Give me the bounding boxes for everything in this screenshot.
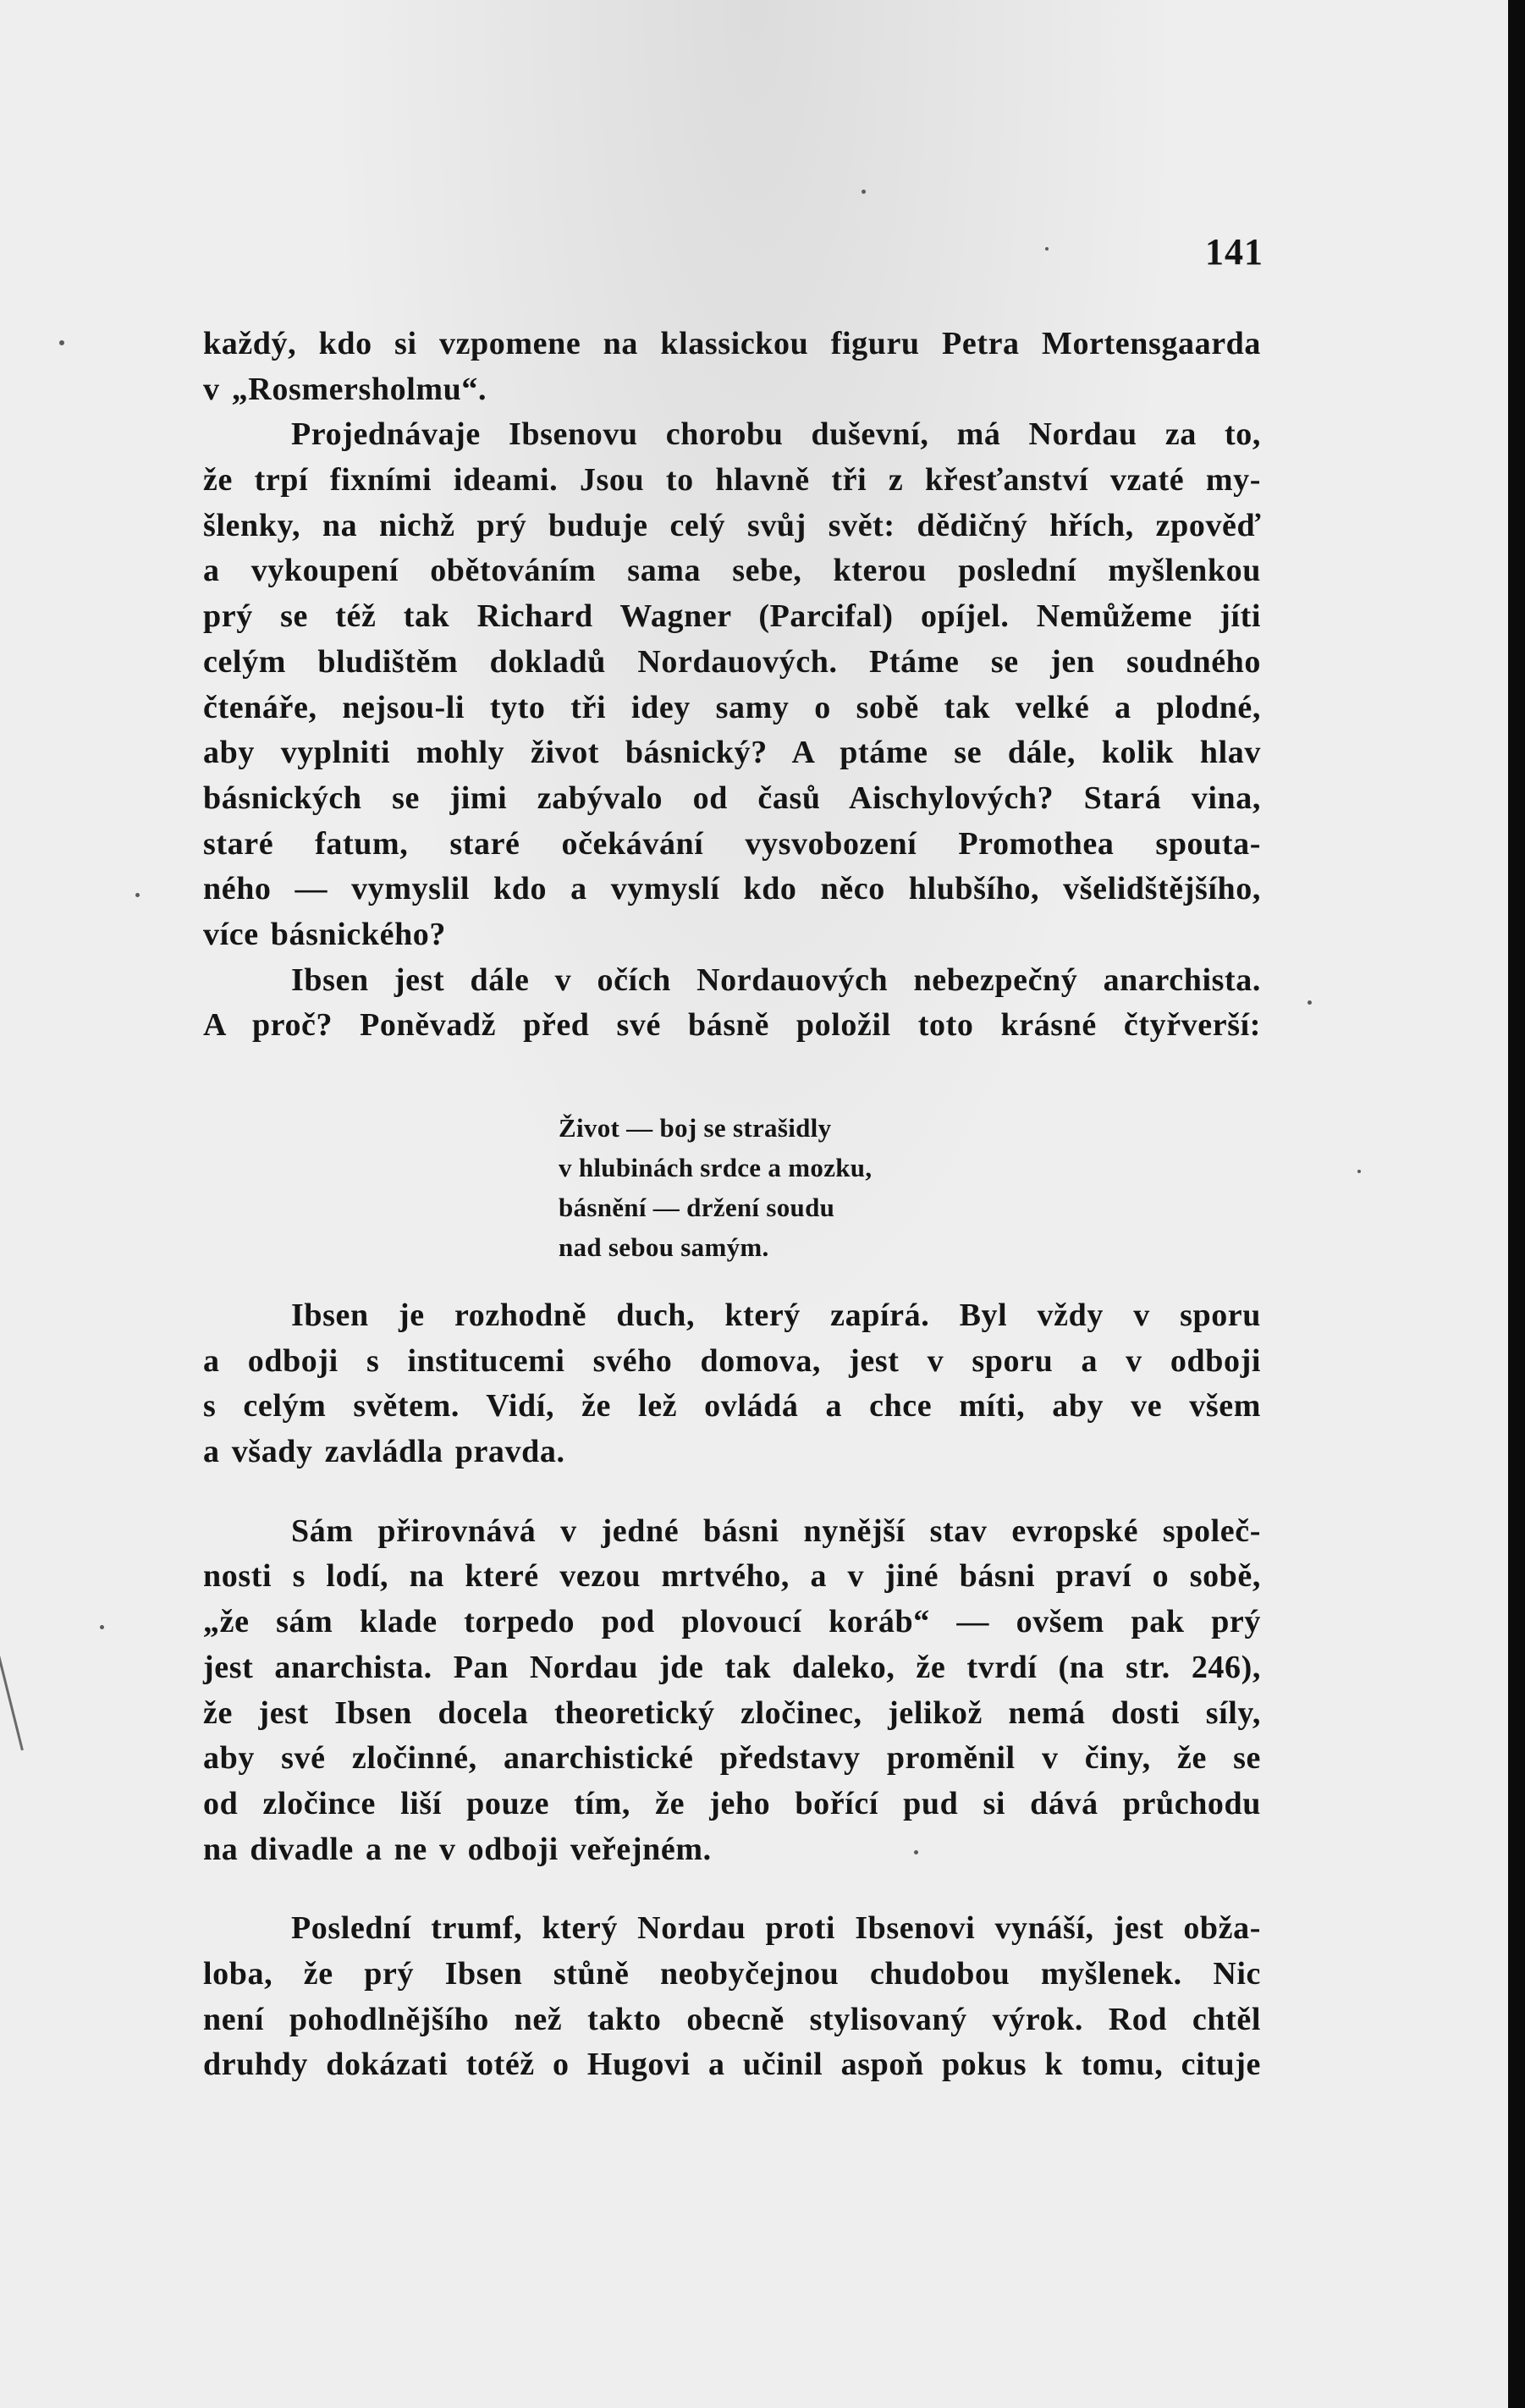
text-line: od zločince liší pouze tím, že jeho bořící pud si dává průchodu (203, 1785, 1261, 1821)
text-line: a odboji s institucemi svého domova, jest v sporu a v odboji (203, 1342, 1261, 1379)
scan-speck (1308, 1000, 1312, 1005)
verse-quote (559, 1108, 872, 1267)
paragraph-1 (203, 322, 1261, 412)
text-line: aby vyplniti mohly život básnický? A ptáme se dále, kolik hlav (203, 735, 1261, 771)
verse-line: v hlubinách srdce a mozku, (559, 1153, 873, 1182)
scan-speck (914, 1850, 918, 1854)
text-line: a vykoupení obětováním sama sebe, kterou poslední myšlenkou (203, 553, 1261, 589)
text-line: básnických se jimi zabývalo od časů Aischylových? Stará vina, (203, 780, 1261, 816)
text-line: každý, kdo si vzpomene na klassickou figuru Petra Mortensgaarda (203, 326, 1261, 361)
scan-speck (135, 893, 140, 897)
text-line: celým bludištěm dokladů Nordauových. Ptáme se jen soudného (203, 643, 1261, 680)
text-line: druhdy dokázati totéž o Hugovi a učinil aspoň pokus k tomu, cituje (203, 2047, 1261, 2083)
text-line: že trpí fixními ideami. Jsou to hlavně tři z křesťanství vzaté my- (203, 462, 1261, 499)
text-line: Ibsen jest dále v očích Nordauových nebezpečný anarchista. (291, 962, 1261, 998)
verse-line: nad sebou samým. (559, 1232, 769, 1262)
scan-speck (1357, 1170, 1361, 1173)
text-line: jest anarchista. Pan Nordau jde tak daleko, že tvrdí (na str. 246), (203, 1649, 1261, 1685)
text-line: s celým světem. Vidí, že lež ovládá a chce míti, aby ve všem (203, 1388, 1261, 1424)
paragraph-3 (203, 958, 1261, 1049)
text-line: více básnického? (203, 916, 447, 952)
text-line: na divadle a ne v odboji veřejném. (203, 1831, 712, 1867)
text-line: není pohodlnějšího než takto obecně stylisovaný výrok. Rod chtěl (203, 2001, 1261, 2037)
text-line: Poslední trumf, který Nordau proti Ibsenovi vynáší, jest obža- (291, 1910, 1261, 1947)
scan-speck (862, 190, 866, 194)
text-line: a všady zavládla pravda. (203, 1434, 565, 1470)
verse-line: Život — boj se strašidly (559, 1113, 832, 1143)
paragraph-4 (203, 1293, 1261, 1475)
scan-scratch (0, 1635, 24, 1751)
scan-speck (1045, 247, 1049, 251)
text-line: nosti s lodí, na které vezou mrtvého, a v jiné básni praví o sobě, (203, 1558, 1261, 1595)
text-line: šlenky, na nichž prý buduje celý svůj svět: dědičný hřích, zpověď (203, 507, 1261, 543)
paragraph-gap (203, 1475, 1261, 1509)
text-line: A proč? Poněvadž před své básně položil toto krásné čtyřverší: (203, 1007, 1261, 1044)
text-line: prý se též tak Richard Wagner (Parcifal) opíjel. Nemůžeme jíti (203, 598, 1261, 635)
verse-line: básnění — držení soudu (559, 1193, 835, 1222)
text-line: že jest Ibsen docela theoretický zločinec, jelikož nemá dosti síly, (203, 1694, 1261, 1731)
text-block-top (203, 322, 1261, 1049)
text-line: Sám přirovnává v jedné básni nynější stav evropské společ- (291, 1513, 1261, 1549)
text-line: ného — vymyslil kdo a vymyslí kdo něco hlubšího, všelidštějšího, (203, 871, 1261, 907)
paragraph-2 (203, 412, 1261, 957)
text-line: čtenáře, nejsou-li tyto tři idey samy o sobě tak velké a plodné, (203, 689, 1261, 725)
page-number: 141 (1205, 231, 1263, 273)
paragraph-5 (203, 1509, 1261, 1873)
text-line: loba, že prý Ibsen stůně neobyčejnou chudobou myšlenek. Nic (203, 1955, 1261, 1992)
paragraph-6 (203, 1906, 1261, 2088)
text-line: aby své zločinné, anarchistické představy proměnil v činy, že se (203, 1740, 1261, 1777)
text-line: Ibsen je rozhodně duch, který zapírá. Byl vždy v sporu (291, 1298, 1261, 1333)
text-line: staré fatum, staré očekávání vysvobození Promothea spouta- (203, 825, 1261, 862)
scan-speck (100, 1625, 104, 1629)
text-line: „že sám klade torpedo pod plovoucí koráb“ — ovšem pak prý (203, 1604, 1261, 1640)
text-line: v „Rosmersholmu“. (203, 371, 487, 407)
text-line: Projednávaje Ibsenovu chorobu duševní, má Nordau za to, (291, 416, 1261, 453)
scan-border (1508, 0, 1525, 2408)
scan-speck (59, 340, 64, 345)
paragraph-gap (203, 1872, 1261, 1906)
text-block-bottom (203, 1293, 1261, 2088)
